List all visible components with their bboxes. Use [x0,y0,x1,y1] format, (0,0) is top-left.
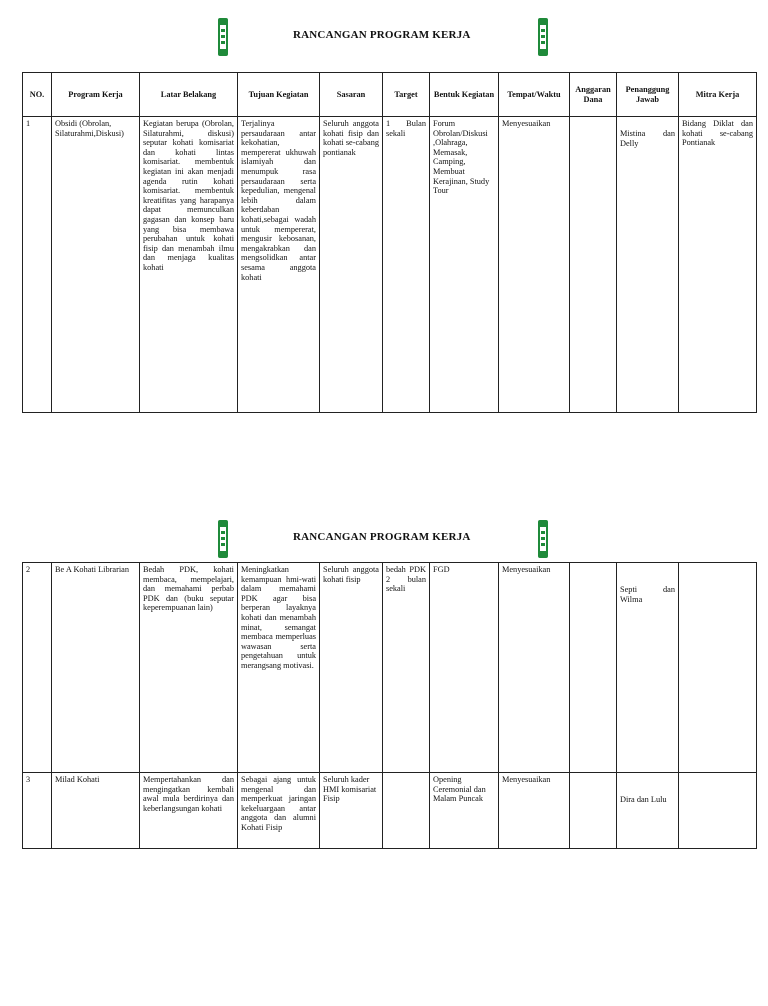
header-penanggung-jawab: Penanggung Jawab [617,73,679,117]
header-tujuan-kegiatan: Tujuan Kegiatan [238,73,320,117]
header-bentuk-kegiatan: Bentuk Kegiatan [430,73,499,117]
table-row [23,773,757,849]
header-program-kerja: Program Kerja [52,73,140,117]
header-latar-belakang: Latar Belakang [140,73,238,117]
cell-tempat: Menyesuaikan [499,117,570,413]
program-table-2 [22,562,757,849]
cell-anggaran [570,117,617,413]
cell-program: Be A Kohati Librarian [52,563,140,773]
table-row [23,563,757,773]
header-sasaran: Sasaran [320,73,383,117]
cell-bentuk: Forum Obrolan/Diskusi ,Olahraga, Memasak, Camping, Membuat Kerajinan, Study Tour [430,117,499,413]
kohati-logo-right-2 [538,520,548,558]
cell-tempat: Menyesuaikan [499,563,570,773]
cell-mitra: Bidang Diklat dan kohati se-cabang Pontianak [679,117,757,413]
page-title: RANCANGAN PROGRAM KERJA [293,29,471,41]
cell-latar-belakang: Bedah PDK, kohati membaca, mempelajari, dan memahami perbab PDK dan (buku seputar keperempuanan lain) [140,563,238,773]
cell-mitra [679,773,757,849]
cell-penanggung-jawab: Mistina dan Delly [617,117,679,413]
cell-target: 1 Bulan sekali [383,117,430,413]
cell-target: bedah PDK 2 bulan sekali [383,563,430,773]
cell-no: 3 [23,773,52,849]
cell-sasaran: Seluruh anggota kohati fisip [320,563,383,773]
cell-tempat: Menyesuaikan [499,773,570,849]
kohati-logo-left-2 [218,520,228,558]
cell-mitra [679,563,757,773]
cell-no: 2 [23,563,52,773]
cell-sasaran: Seluruh anggota kohati fisip dan kohati se-cabang pontianak [320,117,383,413]
header-tempat-waktu: Tempat/Waktu [499,73,570,117]
cell-target [383,773,430,849]
kohati-logo-left [218,18,228,56]
cell-anggaran [570,773,617,849]
cell-tujuan: Meningkatkan kemampuan hmi-wati dalam memahami PDK agar bisa berperan layaknya kohati dan menambah minat, semangat membaca memperluas wawasan serta pengetahuan untuk merangsang motivasi. [238,563,320,773]
header-anggaran-dana: Anggaran Dana [570,73,617,117]
cell-tujuan: Terjalinya persaudaraan antar kekohatian, mempererat ukhuwah islamiyah dan menumpuk rasa persaudaraan serta kepedulian, mengenal lebih dalam keberdaban kohati,sebagai wadah untuk mempererat, mengusir kebosanan, mengakrabkan dan mengsolidkan antar sesama anggota kohati [238,117,320,413]
cell-no: 1 [23,117,52,413]
cell-latar-belakang: Kegiatan berupa (Obrolan, Silaturahmi, diskusi) seputar kohati komisariat dan kohati lintas komisariat. membentuk kegiatan ini akan menjadi agenda rutin kohati komisariat. membentuk kreatifitas yang harapanya dapat memunculkan gagasan dan konsep baru yang bisa membawa perubahan untuk kohati fisip dan menambah ilmu dan menjaga kualitas kohati [140,117,238,413]
header-mitra-kerja: Mitra Kerja [679,73,757,117]
cell-bentuk: FGD [430,563,499,773]
cell-bentuk: Opening Ceremonial dan Malam Puncak [430,773,499,849]
cell-penanggung-jawab: Septi dan Wilma [617,563,679,773]
program-table-1 [22,72,757,413]
kohati-logo-right [538,18,548,56]
header-no: NO. [23,73,52,117]
page-title-2: RANCANGAN PROGRAM KERJA [293,531,471,543]
cell-sasaran: Seluruh kader HMI komisariat Fisip [320,773,383,849]
cell-program: Milad Kohati [52,773,140,849]
table-header-row [23,73,757,117]
cell-program: Obsidi (Obrolan, Silaturahmi,Diskusi) [52,117,140,413]
table-row [23,117,757,413]
cell-anggaran [570,563,617,773]
header-target: Target [383,73,430,117]
cell-tujuan: Sebagai ajang untuk mengenal dan memperkuat jaringan kekeluargaan antar anggota dan alumni Kohati Fisip [238,773,320,849]
cell-penanggung-jawab: Dira dan Lulu [617,773,679,849]
cell-latar-belakang: Mempertahankan dan mengingatkan kembali awal mula berdirinya dan keberlangsungan kohati [140,773,238,849]
